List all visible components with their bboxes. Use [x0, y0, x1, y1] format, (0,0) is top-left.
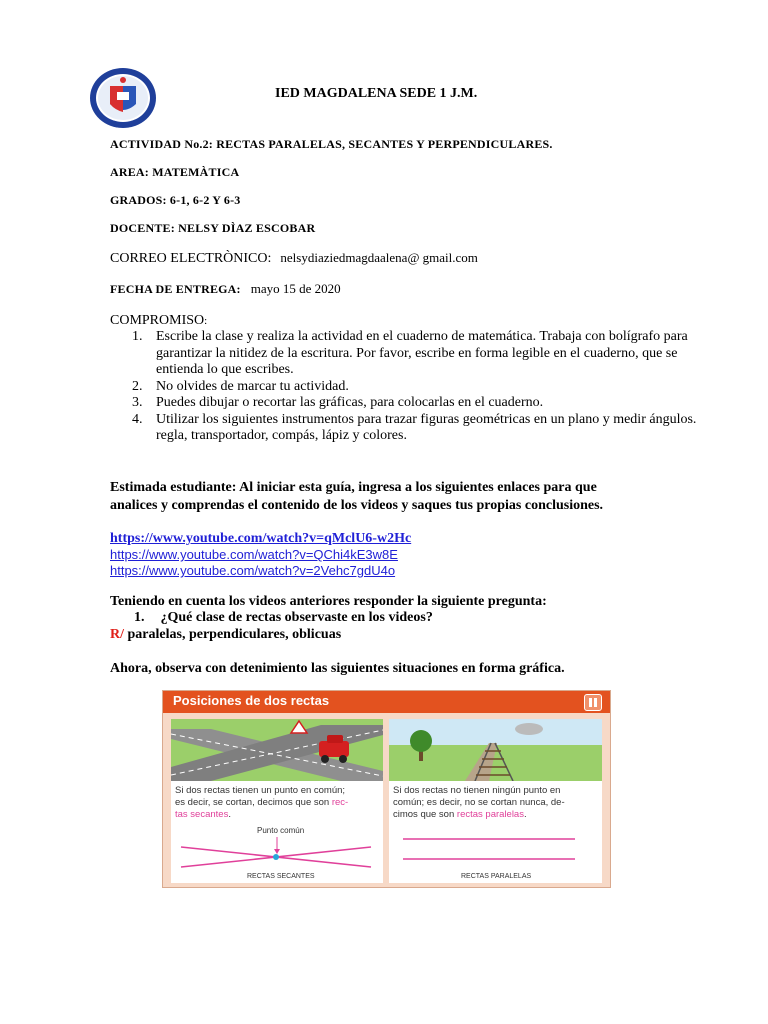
email-value: nelsydiaziedmagdaalena@ gmail.com [280, 250, 478, 265]
parallel-lines-diagram [389, 833, 602, 873]
activity-line: ACTIVIDAD No.2: RECTAS PARALELAS, SECANTES Y PERPENDICULARES. [110, 137, 553, 151]
compromiso-list [110, 329, 716, 445]
list-item: 4. Utilizar los siguientes instrumentos para trazar figuras geométricas en un plano y medir ángulos. regla, transportador, compás, lápiz y colores. [132, 411, 697, 443]
due-date-value: mayo 15 de 2020 [250, 281, 341, 296]
road-intersection-illustration [171, 719, 383, 781]
common-point-label: Punto común [257, 826, 305, 835]
due-date-line [110, 280, 341, 298]
youtube-link-3[interactable]: https://www.youtube.com/watch?v=2Vehc7gdU4o [110, 563, 396, 578]
intro-line-2: analices y comprendas el contenido de los videos y saques tus propias conclusiones. [110, 498, 604, 513]
email-label: CORREO ELECTRÒNICO: [110, 251, 272, 266]
question-intro: Teniendo en cuenta los videos anteriores responder la siguiente pregunta: [110, 594, 547, 609]
area-line: AREA: MATEMÀTICA [110, 165, 240, 179]
list-item: 2. No olvides de marcar tu actividad. [132, 378, 349, 394]
intro-line-1: Estimada estudiante: Al iniciar esta guía, ingresa a los siguientes enlaces para que [110, 480, 597, 495]
grades-line: GRADOS: 6-1, 6-2 Y 6-3 [110, 193, 241, 207]
secant-description: Si dos rectas tienen un punto en común; es decir, se cortan, decimos que son rec- tas secantes. [175, 785, 349, 820]
secant-panel [171, 719, 383, 883]
email-line [110, 249, 478, 267]
parallel-panel [389, 719, 602, 883]
observe-line: Ahora, observa con detenimiento las siguientes situaciones en forma gráfica. [110, 661, 565, 676]
pause-icon [584, 694, 602, 711]
youtube-link-1[interactable]: https://www.youtube.com/watch?v=qMclU6-w2Hc [110, 531, 412, 546]
list-item: 1. Escribe la clase y realiza la actividad en el cuaderno de matemática. Trabaja con bolígrafo para garantizar la nitidez de la escritura. Por favor, escribe en forma legible en el cuaderno, que se entienda lo que escribes. [132, 329, 688, 377]
secant-caption: RECTAS SECANTES [247, 873, 315, 880]
youtube-link-2[interactable]: https://www.youtube.com/watch?v=QChi4kE3w8E [110, 547, 398, 562]
teacher-line: DOCENTE: NELSY DÌAZ ESCOBAR [110, 221, 316, 235]
due-date-label: FECHA DE ENTREGA: [110, 282, 241, 296]
parallel-caption: RECTAS PARALELAS [461, 873, 532, 880]
school-crest-icon [88, 66, 158, 130]
railway-illustration [389, 719, 602, 781]
list-item: 3. Puedes dibujar o recortar las gráficas, para colocarlas en el cuaderno. [132, 395, 544, 410]
figure-title: Posiciones de dos rectas [173, 693, 330, 708]
question-item: 1. ¿Qué clase de rectas observaste en los videos? [134, 610, 433, 625]
parallel-description: Si dos rectas no tienen ningún punto en común; es decir, no se cortan nunca, de- cimos que son rectas paralelas. [393, 785, 565, 820]
lines-figure [162, 690, 611, 888]
answer-line: R/ paralelas, perpendiculares, oblicuas [110, 627, 342, 642]
compromiso-title: COMPROMISO: [110, 313, 208, 328]
school-title: IED MAGDALENA SEDE 1 J.M. [275, 86, 478, 101]
figure-title-bar [163, 691, 610, 713]
